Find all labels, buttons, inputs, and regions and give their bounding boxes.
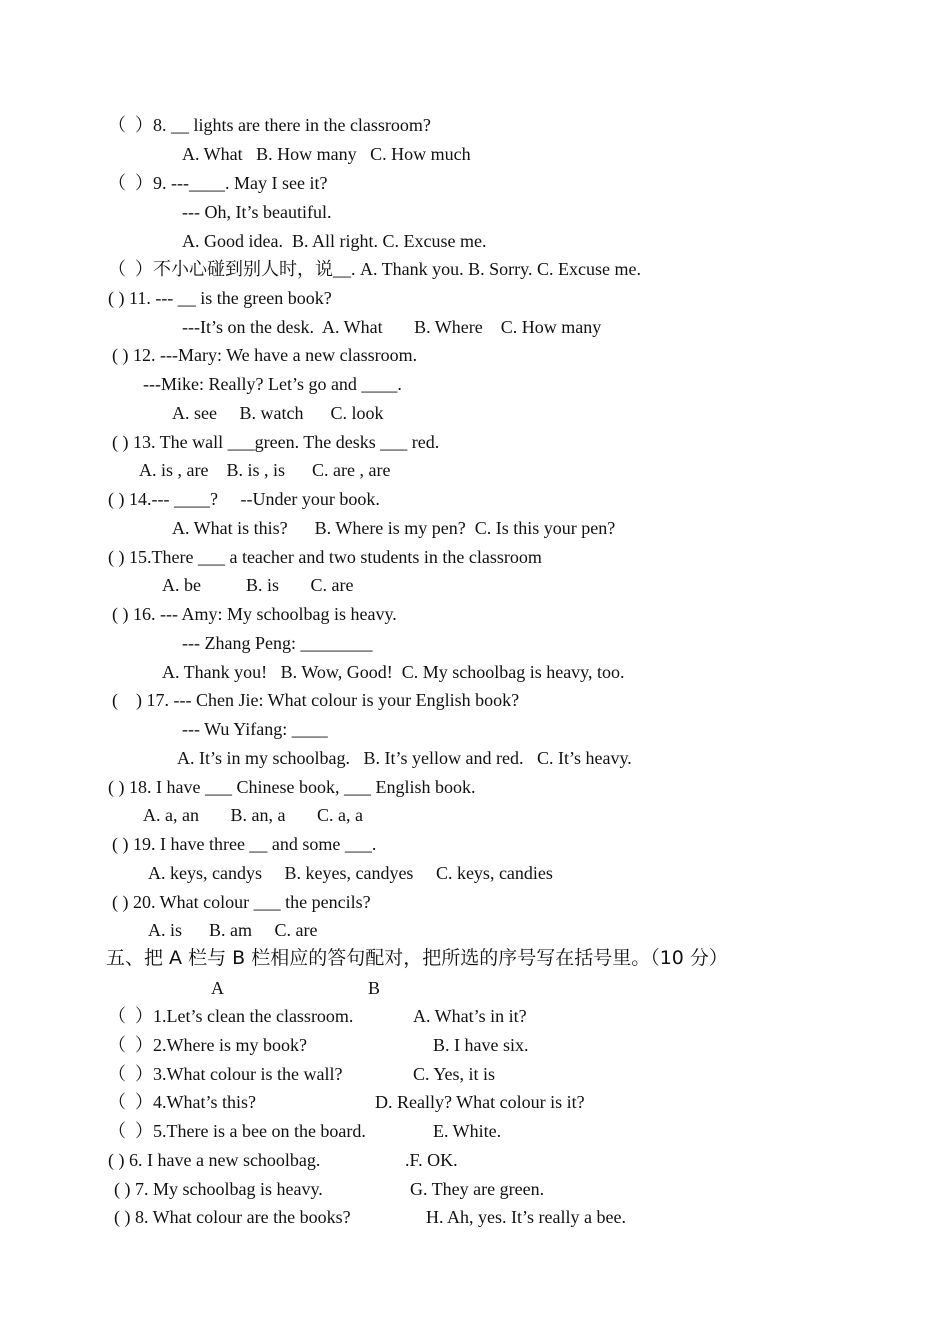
q16: ( ) 16. --- Amy: My schoolbag is heavy. — [112, 604, 397, 624]
q19-options: A. keys, candys B. keyes, candyes C. keys, candies — [148, 863, 553, 883]
match-b-c: C. Yes, it is — [413, 1064, 496, 1084]
match-a-4: （ ）4.What’s this? — [108, 1092, 256, 1112]
match-b-f: .F. OK. — [405, 1150, 458, 1170]
column-a-label: A — [211, 978, 224, 998]
q12: ( ) 12. ---Mary: We have a new classroom. — [112, 345, 418, 365]
q11: ( ) 11. --- __ is the green book? — [108, 288, 332, 308]
q11-options: ---It’s on the desk. A. What B. Where C. How many — [182, 317, 602, 337]
q17: ( ) 17. --- Chen Jie: What colour is your English book? — [112, 690, 520, 710]
match-b-b: B. I have six. — [433, 1035, 529, 1055]
match-a-8: ( ) 8. What colour are the books? — [114, 1207, 351, 1227]
q18: ( ) 18. I have ___ Chinese book, ___ English book. — [108, 777, 476, 797]
q20: ( ) 20. What colour ___ the pencils? — [112, 892, 371, 912]
q13: ( ) 13. The wall ___green. The desks ___ red. — [112, 432, 440, 452]
q12-options: A. see B. watch C. look — [172, 403, 384, 423]
q8: （ ）8. __ lights are there in the classroom? — [108, 115, 431, 135]
q19: ( ) 19. I have three __ and some ___. — [112, 834, 377, 854]
q16-options: A. Thank you! B. Wow, Good! C. My schoolbag is heavy, too. — [162, 662, 625, 682]
q13-options: A. is , are B. is , is C. are , are — [139, 460, 391, 480]
q12-reply: ---Mike: Really? Let’s go and ____. — [143, 374, 402, 394]
match-b-h: H. Ah, yes. It’s really a bee. — [426, 1207, 626, 1227]
match-a-1: （ ）1.Let’s clean the classroom. — [108, 1006, 354, 1026]
q18-options: A. a, an B. an, a C. a, a — [143, 805, 363, 825]
match-a-5: （ ）5.There is a bee on the board. — [108, 1121, 366, 1141]
q15-options: A. be B. is C. are — [162, 575, 354, 595]
match-a-6: ( ) 6. I have a new schoolbag. — [108, 1150, 321, 1170]
q10: （ ）不小心碰到别人时，说__. A. Thank you. B. Sorry. C. Excuse me. — [108, 259, 641, 279]
match-b-a: A. What’s in it? — [413, 1006, 527, 1026]
match-b-g: G. They are green. — [410, 1179, 545, 1199]
match-b-d: D. Really? What colour is it? — [375, 1092, 585, 1112]
q8-options: A. What B. How many C. How much — [182, 144, 471, 164]
q9-options: A. Good idea. B. All right. C. Excuse me. — [182, 231, 487, 251]
column-b-label: B — [368, 978, 381, 998]
section-five-heading: 五、把 A 栏与 B 栏相应的答句配对，把所选的序号写在括号里。（10 分） — [106, 947, 728, 969]
q14: ( ) 14.--- ____? --Under your book. — [108, 489, 380, 509]
q9: （ ）9. ---____. May I see it? — [108, 173, 328, 193]
q20-options: A. is B. am C. are — [148, 920, 318, 940]
match-a-7: ( ) 7. My schoolbag is heavy. — [114, 1179, 323, 1199]
q9-reply: --- Oh, It’s beautiful. — [182, 202, 332, 222]
q17-reply: --- Wu Yifang: ____ — [182, 719, 328, 739]
q14-options: A. What is this? B. Where is my pen? C. Is this your pen? — [172, 518, 616, 538]
q16-reply: --- Zhang Peng: ________ — [182, 633, 373, 653]
match-a-3: （ ）3.What colour is the wall? — [108, 1064, 343, 1084]
q15: ( ) 15.There ___ a teacher and two students in the classroom — [108, 547, 542, 567]
match-b-e: E. White. — [433, 1121, 502, 1141]
q17-options: A. It’s in my schoolbag. B. It’s yellow and red. C. It’s heavy. — [177, 748, 632, 768]
match-a-2: （ ）2.Where is my book? — [108, 1035, 307, 1055]
